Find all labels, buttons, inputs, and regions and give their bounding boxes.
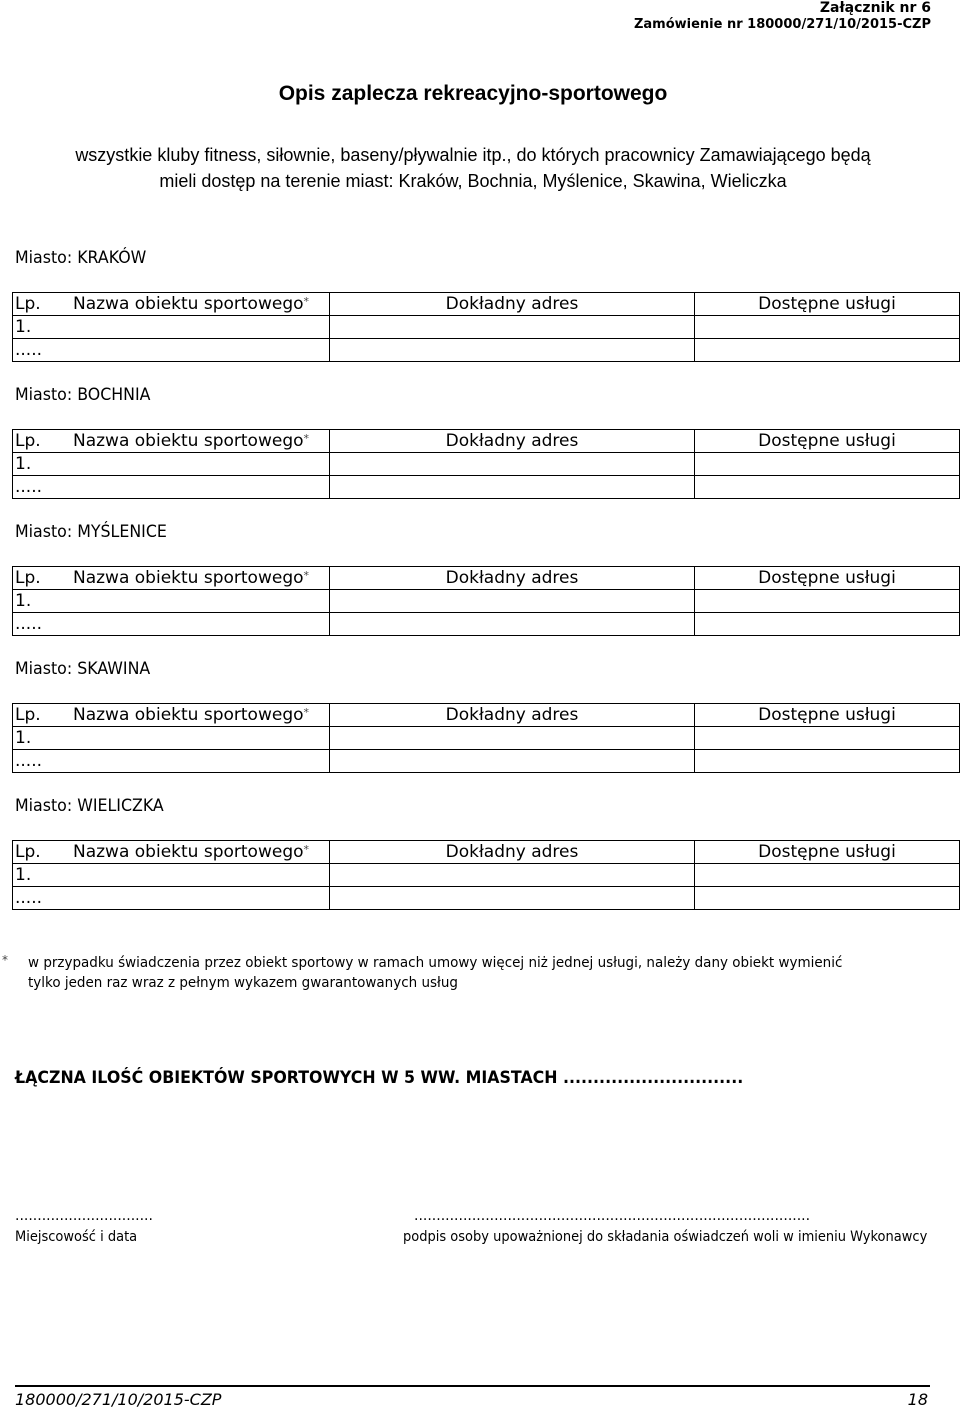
- cell-name[interactable]: [73, 864, 330, 887]
- header-address: Dokładny adres: [330, 841, 695, 864]
- row-number: .....: [13, 613, 74, 636]
- header-address: Dokładny adres: [330, 704, 695, 727]
- cell-address[interactable]: [330, 887, 695, 910]
- row-number: .....: [13, 339, 74, 362]
- table-row: [13, 453, 960, 476]
- asterisk-icon: *: [303, 569, 310, 582]
- cell-services[interactable]: [695, 750, 960, 773]
- header-lp: Lp.: [13, 430, 74, 453]
- city-label: Miasto:: [15, 796, 73, 816]
- cell-address[interactable]: [330, 453, 695, 476]
- city-heading-skawina: [15, 659, 150, 679]
- cell-name[interactable]: [73, 727, 330, 750]
- asterisk-icon: *: [303, 432, 310, 445]
- table-row: [13, 316, 960, 339]
- city-name: KRAKÓW: [77, 248, 147, 268]
- row-number: .....: [13, 887, 74, 910]
- city-name: SKAWINA: [77, 659, 151, 679]
- cell-services[interactable]: [695, 864, 960, 887]
- asterisk-icon: *: [303, 843, 310, 856]
- intro-line-1: wszystkie kluby fitness, siłownie, baseny/pływalnie itp., do których pracownicy Zamawiającego będą: [75, 145, 871, 165]
- header-lp: Lp.: [13, 704, 74, 727]
- cell-address[interactable]: [330, 750, 695, 773]
- intro-line-2: mieli dostęp na terenie miast: Kraków, Bochnia, Myślenice, Skawina, Wieliczka: [159, 171, 787, 191]
- signature-label: podpis osoby upoważnionej do składania oświadczeń woli w imieniu Wykonawcy: [403, 1229, 928, 1245]
- table-row: [13, 887, 960, 910]
- order-number: Zamówienie nr 180000/271/10/2015-CZP: [633, 17, 931, 32]
- header-name: [73, 293, 330, 316]
- city-heading-krakow: [15, 248, 146, 268]
- table-header-row: [13, 841, 960, 864]
- header-address: Dokładny adres: [330, 430, 695, 453]
- city-label: Miasto:: [15, 385, 73, 405]
- header-lp: Lp.: [13, 293, 74, 316]
- cell-address[interactable]: [330, 476, 695, 499]
- city-name: MYŚLENICE: [77, 522, 167, 542]
- header-name-text: Nazwa obiektu sportowego: [73, 842, 304, 862]
- cell-services[interactable]: [695, 476, 960, 499]
- table-header-row: [13, 293, 960, 316]
- row-number: 1.: [13, 316, 74, 339]
- city-heading-myslenice: [15, 522, 167, 542]
- header-name-text: Nazwa obiektu sportowego: [73, 568, 304, 588]
- cell-address[interactable]: [330, 864, 695, 887]
- header-name: [73, 567, 330, 590]
- table-row: [13, 727, 960, 750]
- footnote-line-1: w przypadku świadczenia przez obiekt sportowy w ramach umowy więcej niż jednej usługi, należy dany obiekt wymienić: [28, 955, 843, 971]
- table-row: [13, 613, 960, 636]
- city-heading-wieliczka: [15, 796, 164, 816]
- objects-table-skawina: [12, 703, 960, 773]
- cell-address[interactable]: [330, 316, 695, 339]
- table-header-row: [13, 704, 960, 727]
- place-date-label: Miejscowość i data: [15, 1229, 138, 1245]
- city-label: Miasto:: [15, 248, 73, 268]
- header-address: Dokładny adres: [330, 293, 695, 316]
- cell-name[interactable]: [73, 476, 330, 499]
- cell-address[interactable]: [330, 590, 695, 613]
- footer-divider: [15, 1385, 930, 1387]
- footnote-asterisk-icon: *: [2, 953, 8, 967]
- cell-services[interactable]: [695, 590, 960, 613]
- table-row: [13, 590, 960, 613]
- objects-table-myslenice: [12, 566, 960, 636]
- footnote-line-2: tylko jeden raz wraz z pełnym wykazem gwarantowanych usług: [28, 975, 458, 991]
- table-row: [13, 476, 960, 499]
- header-services: Dostępne usługi: [695, 841, 960, 864]
- cell-services[interactable]: [695, 613, 960, 636]
- objects-table-krakow: [12, 292, 960, 362]
- cell-name[interactable]: [73, 887, 330, 910]
- row-number: .....: [13, 750, 74, 773]
- table-header-row: [13, 430, 960, 453]
- header-services: Dostępne usługi: [695, 567, 960, 590]
- city-label: Miasto:: [15, 522, 73, 542]
- objects-table-bochnia: [12, 429, 960, 499]
- cell-address[interactable]: [330, 613, 695, 636]
- asterisk-icon: *: [303, 295, 310, 308]
- cell-services[interactable]: [695, 316, 960, 339]
- objects-table-wieliczka: [12, 840, 960, 910]
- header-name-text: Nazwa obiektu sportowego: [73, 705, 304, 725]
- cell-services[interactable]: [695, 453, 960, 476]
- cell-name[interactable]: [73, 750, 330, 773]
- header-name-text: Nazwa obiektu sportowego: [73, 294, 304, 314]
- header-lp: Lp.: [13, 567, 74, 590]
- cell-name[interactable]: [73, 453, 330, 476]
- cell-name[interactable]: [73, 316, 330, 339]
- cell-name[interactable]: [73, 590, 330, 613]
- header-services: Dostępne usługi: [695, 430, 960, 453]
- city-label: Miasto:: [15, 659, 73, 679]
- cell-services[interactable]: [695, 339, 960, 362]
- signature-dots: .........................................................................................: [414, 1208, 811, 1224]
- row-number: .....: [13, 476, 74, 499]
- row-number: 1.: [13, 590, 74, 613]
- cell-address[interactable]: [330, 727, 695, 750]
- header-name: [73, 704, 330, 727]
- footer-reference: 180000/271/10/2015-CZP: [15, 1390, 222, 1409]
- table-row: [13, 864, 960, 887]
- header-name: [73, 430, 330, 453]
- attachment-label: Załącznik nr 6: [819, 0, 931, 16]
- page-title: Opis zaplecza rekreacyjno-sportowego: [278, 82, 668, 105]
- header-name: [73, 841, 330, 864]
- place-date-dots: ...............................: [15, 1208, 153, 1224]
- city-name: BOCHNIA: [77, 385, 151, 405]
- table-row: [13, 750, 960, 773]
- header-lp: Lp.: [13, 841, 74, 864]
- row-number: 1.: [13, 453, 74, 476]
- header-services: Dostępne usługi: [695, 293, 960, 316]
- row-number: 1.: [13, 864, 74, 887]
- cell-address[interactable]: [330, 339, 695, 362]
- row-number: 1.: [13, 727, 74, 750]
- cell-name[interactable]: [73, 613, 330, 636]
- header-services: Dostępne usługi: [695, 704, 960, 727]
- total-objects-line: ŁĄCZNA ILOŚĆ OBIEKTÓW SPORTOWYCH W 5 WW. MIASTACH ..............................: [15, 1068, 744, 1088]
- city-heading-bochnia: [15, 385, 150, 405]
- asterisk-icon: *: [303, 706, 310, 719]
- city-name: WIELICZKA: [77, 796, 164, 816]
- header-name-text: Nazwa obiektu sportowego: [73, 431, 304, 451]
- table-header-row: [13, 567, 960, 590]
- cell-name[interactable]: [73, 339, 330, 362]
- header-address: Dokładny adres: [330, 567, 695, 590]
- table-row: [13, 339, 960, 362]
- page-number: 18: [907, 1390, 928, 1409]
- cell-services[interactable]: [695, 887, 960, 910]
- cell-services[interactable]: [695, 727, 960, 750]
